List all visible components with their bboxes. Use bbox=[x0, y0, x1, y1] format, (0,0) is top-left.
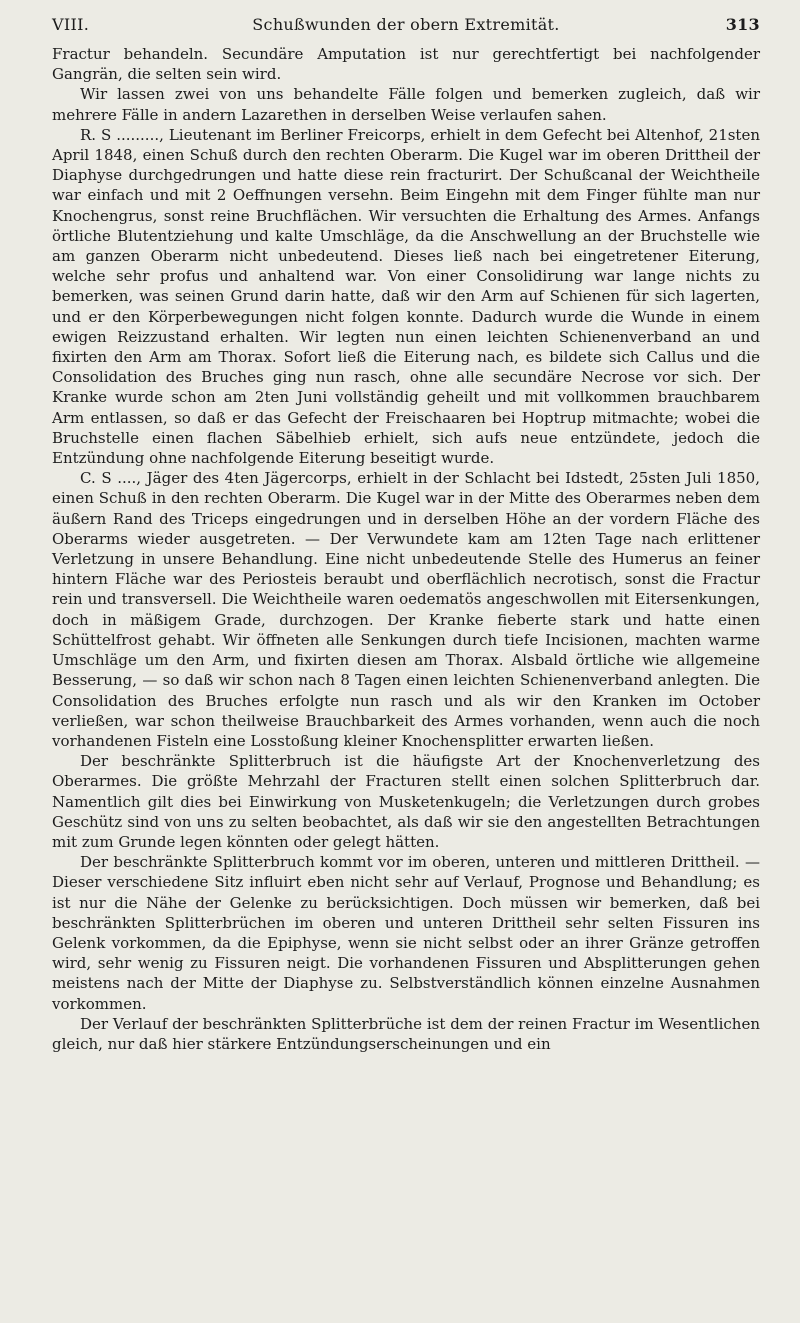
paragraph: Fractur behandeln. Secundäre Amputation ist nur gerechtfertigt bei nachfolgender Gangrän, die selten sein wird. bbox=[52, 45, 760, 84]
paragraph: Der Verlauf der beschränkten Splitterbrüche ist dem der reinen Fractur im Wesentlichen gleich, nur daß hier stärkere Entzündungserscheinungen und ein bbox=[52, 1014, 760, 1053]
case-report-paragraph: R. S ........., Lieutenant im Berliner Freicorps, erhielt in dem Gefecht bei Altenhof, 21sten April 1848, einen Schuß durch den rechten Oberarm. Die Kugel war im oberen Drittheil der Diaphyse durchgedrungen und hatte diese rein fracturirt. Der Schußcanal der Weichtheile war einfach und mit 2 Oeffnungen versehn. Beim Eingehn mit dem Finger fühlte man nur Knochengrus, sonst reine Bruchflächen. Wir versuchten die Erhaltung des Armes. Anfangs örtliche Blutentziehung und kalte Umschläge, da die Anschwellung an der Bruchstelle wie am ganzen Oberarm nicht unbedeutend. Dieses ließ nach bei eingetretener Eiterung, welche sehr profus und anhaltend war. Von einer Consolidirung war lange nichts zu bemerken, was seinen Grund darin hatte, daß wir den Arm auf Schienen für sich lagerten, und er den Körperbewegungen nicht folgen konnte. Dadurch wurde die Wunde in einem ewigen Reizzustand erhalten. Wir legten nun einen leichten Schienenverband an und fixirten den Arm am Thorax. Sofort ließ die Eiterung nach, es bildete sich Callus und die Consolidation des Bruches ging nun rasch, ohne alle secundäre Necrose vor sich. Der Kranke wurde schon am 2ten Juni vollständig geheilt und mit vollkommen brauchbarem Arm entlassen, so daß er das Gefecht der Freischaaren bei Hoptrup mitmachte; wobei die Bruchstelle einen flachen Säbelhieb erhielt, sich aufs neue entzündete, jedoch die Entzündung ohne nachfolgende Eiterung beseitigt wurde. bbox=[52, 125, 760, 468]
page-number: 313 bbox=[725, 15, 760, 34]
paragraph: Wir lassen zwei von uns behandelte Fälle folgen und bemerken zugleich, daß wir mehrere Fälle in andern Lazarethen in derselben Weise verlaufen sahen. bbox=[52, 85, 760, 124]
running-head bbox=[52, 14, 760, 36]
paragraph: Der beschränkte Splitterbruch kommt vor im oberen, unteren und mittleren Drittheil. — Dieser verschiedene Sitz influirt eben nicht sehr auf Verlauf, Prognose und Behandlung; es ist nur die Nähe der Gelenke zu berücksichtigen. Doch müssen wir bemerken, daß bei beschränkten Splitterbrüchen im oberen und unteren Drittheil sehr selten Fissuren ins Gelenk vorkommen, da die Epiphyse, wenn sie nicht selbst oder an ihrer Gränze getroffen wird, sehr wenig zu Fissuren neigt. Die vorhandenen Fissuren und Absplitterungen gehen meistens nach der Mitte der Diaphyse zu. Selbstverständlich können einzelne Ausnahmen vorkommen. bbox=[52, 853, 760, 1013]
running-head-section: VIII. bbox=[52, 15, 90, 34]
case-report-paragraph: C. S ...., Jäger des 4ten Jägercorps, erhielt in der Schlacht bei Idstedt, 25sten Juli 1850, einen Schuß in den rechten Oberarm. Die Kugel war in der Mitte des Oberarmes neben dem äußern Rand des Triceps eingedrungen und in derselben Höhe an der vordern Fläche des Oberarms wieder ausgetreten. — Der Verwundete kam am 12ten Tage nach erlittener Verletzung in unsere Behandlung. Eine nicht unbedeutende Stelle des Humerus an feiner hintern Fläche war des Periosteis beraubt und oberflächlich necrotisch, sonst die Fractur rein und transversell. Die Weichtheile waren oedematös angeschwollen mit Eitersenkungen, doch in mäßigem Grade, durchzogen. Der Kranke fieberte stark und hatte einen Schüttelfrost gehabt. Wir öffneten alle Senkungen durch tiefe Incisionen, machten warme Umschläge um den Arm, und fixirten diesen am Thorax. Alsbald örtliche wie allgemeine Besserung, — so daß wir schon nach 8 Tagen einen leichten Schienenverband anlegten. Die Consolidation des Bruches erfolgte nun rasch und als wir den Kranken im October verließen, war schon theilweise Brauchbarkeit des Armes vorhanden, wenn auch die noch vorhandenen Fisteln eine Losstoßung kleiner Knochensplitter erwarten ließen. bbox=[52, 469, 760, 750]
paragraph: Der beschränkte Splitterbruch ist die häufigste Art der Knochenverletzung des Oberarmes. Die größte Mehrzahl der Fracturen stellt einen solchen Splitterbruch dar. Namentlich gilt dies bei Einwirkung von Musketenkugeln; die Verletzungen durch grobes Geschütz sind von uns zu selten beobachtet, als daß wir sie den angestellten Betrachtungen mit zum Grunde legen könnten oder gelegt hätten. bbox=[52, 752, 760, 851]
body-text bbox=[52, 44, 760, 1054]
running-head-title: Schußwunden der obern Extremität. bbox=[252, 15, 560, 34]
